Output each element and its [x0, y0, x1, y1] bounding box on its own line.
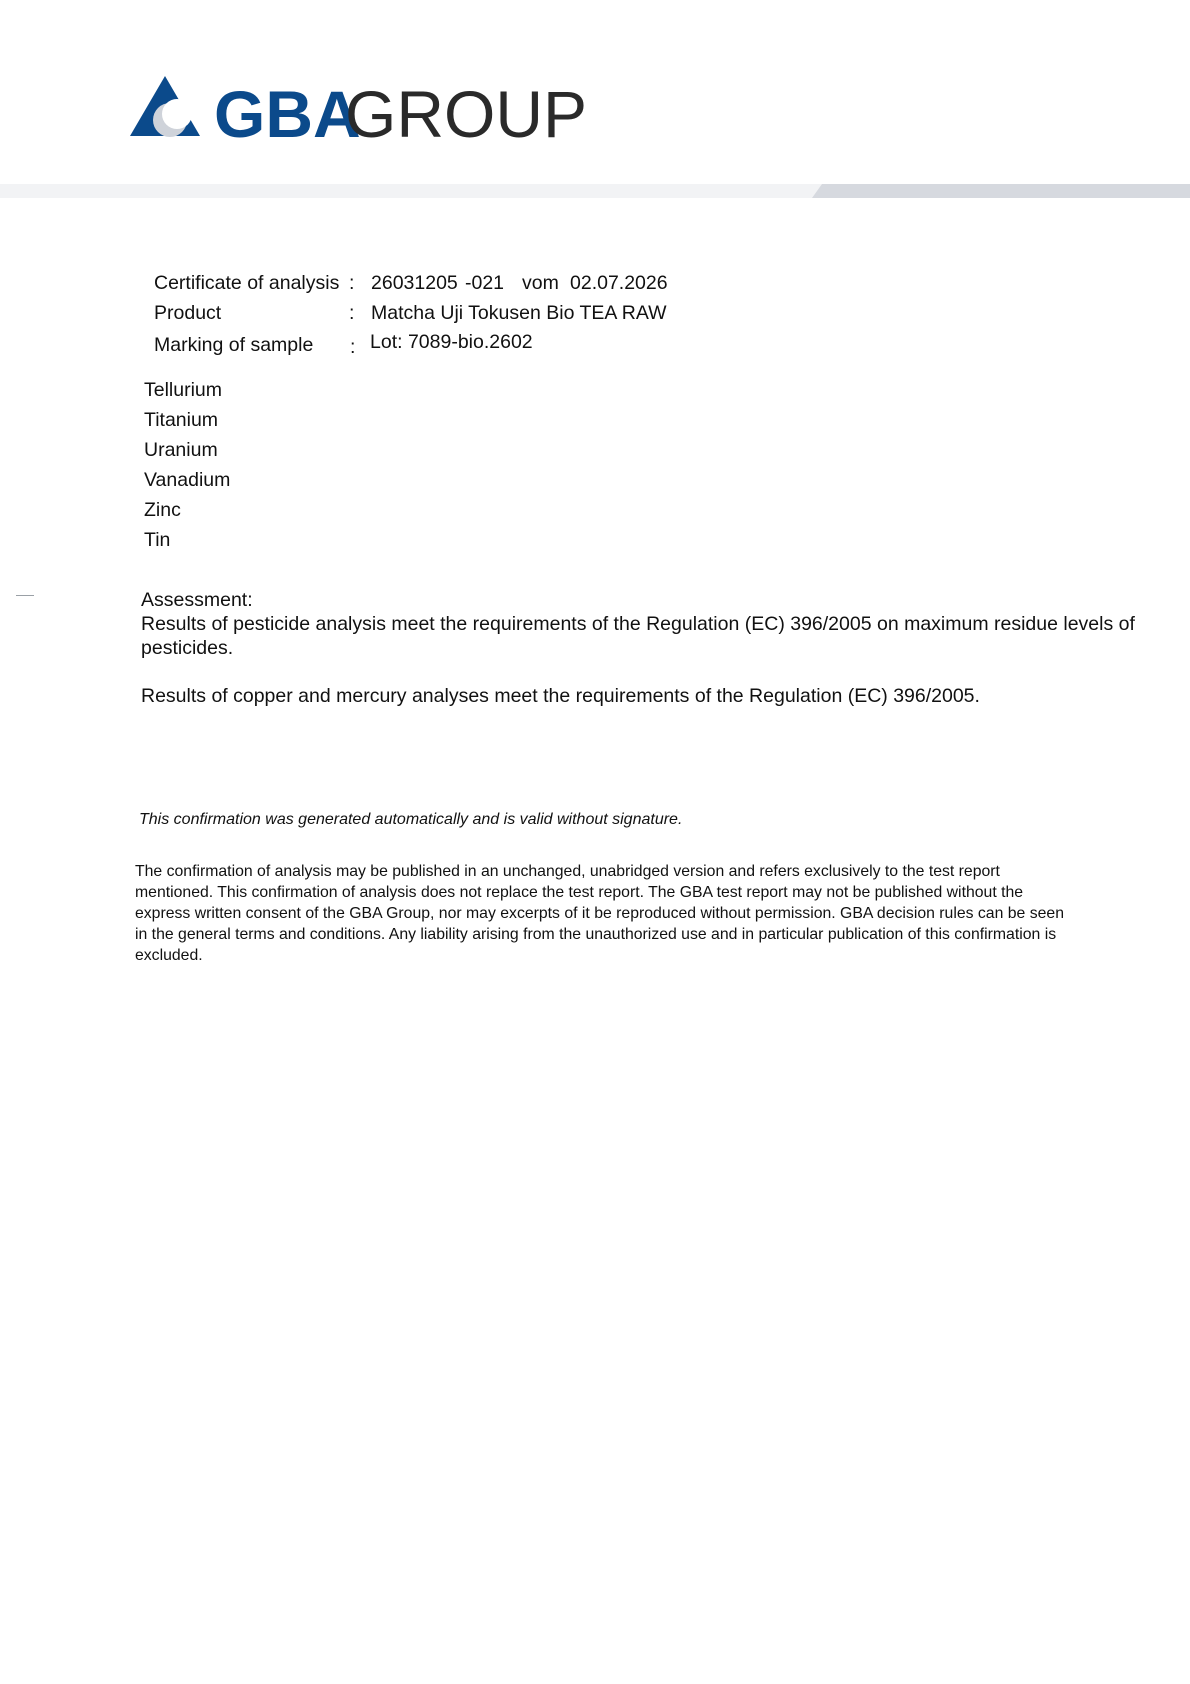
certificate-suffix: -021	[465, 272, 505, 294]
element-item: Tellurium	[144, 379, 223, 401]
product-colon: :	[349, 302, 355, 324]
gba-logo-svg	[130, 76, 588, 151]
logo-crescent-cutout	[162, 99, 192, 129]
marking-value: Lot: 7089-bio.2602	[370, 331, 533, 353]
element-item: Tin	[144, 529, 171, 551]
element-item: Uranium	[144, 439, 218, 461]
product-label: Product	[154, 302, 222, 324]
element-item: Zinc	[144, 499, 181, 521]
certificate-label: Certificate of analysis	[154, 272, 340, 294]
element-list	[144, 375, 230, 555]
assessment-metals: Results of copper and mercury analyses meet the requirements of the Regulation (EC) 396/2005.	[141, 685, 980, 707]
element-item: Titanium	[144, 409, 219, 431]
element-item: Vanadium	[144, 469, 231, 491]
certificate-vom: vom	[522, 272, 559, 294]
certificate-colon: :	[349, 272, 355, 294]
margin-mark	[16, 595, 34, 596]
assessment-section	[141, 588, 1141, 708]
certificate-number: 26031205	[371, 272, 458, 294]
assessment-heading: Assessment:	[141, 589, 253, 611]
header-band	[0, 184, 1190, 198]
marking-label: Marking of sample	[154, 334, 314, 356]
certificate-date: 02.07.2026	[570, 272, 668, 294]
product-name: Matcha Uji Tokusen Bio TEA RAW	[371, 302, 667, 324]
disclaimer-text: The confirmation of analysis may be published in an unchanged, unabridged version and refers exclusively to the test report mentioned. This confirmation of analysis does not replace the test report. The GBA test report may not be published without the express written consent of the GBA Group, nor may excerpts of it be reproduced without permission. GBA decision rules can be seen in the general terms and conditions. Any liability arising from the unauthorized use and in particular publication of this confirmation is excluded.	[135, 863, 1064, 964]
confirmation-note: This confirmation was generated automatically and is valid without signature.	[139, 811, 683, 828]
marking-colon: :	[350, 336, 356, 358]
gba-group-logo	[130, 76, 588, 151]
logo-text-group: GROUP	[345, 77, 588, 151]
logo-text-gba: GBA	[214, 77, 361, 151]
assessment-pesticides: Results of pesticide analysis meet the requirements of the Regulation (EC) 396/2005 on maximum residue levels of pesticides.	[141, 613, 1135, 659]
